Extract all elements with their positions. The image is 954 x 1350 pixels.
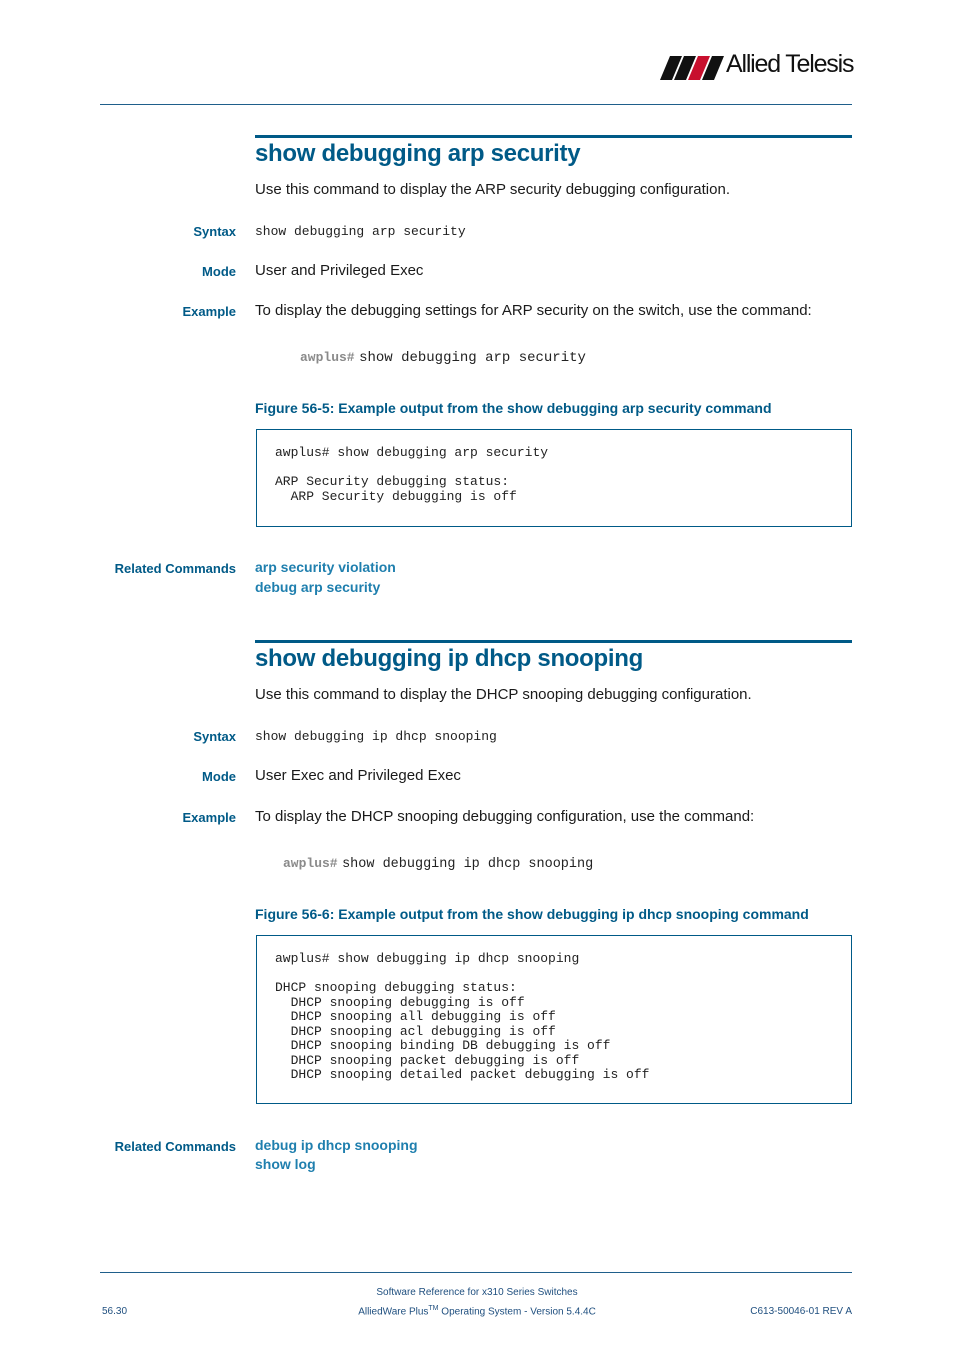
trademark-mark: TM — [428, 1305, 439, 1312]
output-text: awplus# show debugging ip dhcp snooping DHCP snooping debugging status: DHCP snooping debugging is off DHCP snooping all debugging is off DHCP snooping acl debugging is off DHCP snooping binding DB debugging is off DHCP snooping packet debugging is off DHCP snooping detailed packet debugging is off — [275, 951, 650, 1082]
cli-prompt: awplus# — [300, 350, 355, 365]
mode-text: User Exec and Privileged Exec — [255, 767, 461, 784]
syntax-label: Syntax — [193, 224, 236, 239]
related-link-arp-security-violation[interactable]: arp security violation — [255, 559, 396, 575]
allied-telesis-logo-icon — [660, 56, 726, 80]
related-link-show-log[interactable]: show log — [255, 1156, 316, 1172]
example-label: Example — [182, 810, 236, 825]
section-rule — [255, 640, 852, 643]
syntax-command: show debugging arp security — [255, 224, 466, 239]
output-box — [256, 935, 852, 1104]
mode-label: Mode — [202, 769, 236, 784]
related-commands-label: Related Commands — [114, 1139, 236, 1154]
logo-wordmark: Allied Telesis — [726, 50, 854, 78]
footer-rule — [100, 1272, 852, 1273]
example-command-line — [300, 348, 586, 366]
figure-caption: Figure 56-6: Example output from the show debugging ip dhcp snooping command — [255, 906, 809, 922]
syntax-label: Syntax — [193, 729, 236, 744]
section-description: Use this command to display the DHCP snooping debugging configuration. — [255, 686, 752, 703]
mode-text: User and Privileged Exec — [255, 262, 424, 279]
example-text: To display the DHCP snooping debugging configuration, use the command: — [255, 808, 755, 825]
page-number: 56.30 — [102, 1306, 128, 1317]
allied-telesis-logo — [660, 50, 854, 80]
figure-caption: Figure 56-5: Example output from the show debugging arp security command — [255, 400, 772, 416]
section-description: Use this command to display the ARP security debugging configuration. — [255, 181, 730, 198]
section-title: show debugging ip dhcp snooping — [255, 645, 643, 672]
section-title: show debugging arp security — [255, 140, 581, 167]
cli-prompt: awplus# — [283, 856, 338, 871]
output-text: awplus# show debugging arp security ARP Security debugging status: ARP Security debugging is off — [275, 445, 549, 504]
example-command-line — [283, 854, 593, 872]
cli-command: show debugging arp security — [359, 350, 586, 366]
section-rule — [255, 135, 852, 138]
example-text: To display the debugging settings for ARP security on the switch, use the command: — [255, 302, 812, 319]
related-link-debug-arp-security[interactable]: debug arp security — [255, 579, 381, 595]
footer-product: AlliedWare Plus — [358, 1306, 429, 1318]
syntax-command: show debugging ip dhcp snooping — [255, 729, 497, 744]
mode-label: Mode — [202, 264, 236, 279]
footer-os-version: Operating System - Version 5.4.4C — [438, 1306, 596, 1318]
related-link-debug-ip-dhcp-snooping[interactable]: debug ip dhcp snooping — [255, 1137, 418, 1153]
document-id: C613-50046-01 REV A — [750, 1306, 852, 1317]
header-rule — [100, 104, 852, 105]
output-box — [256, 429, 852, 527]
example-label: Example — [182, 304, 236, 319]
related-commands-label: Related Commands — [114, 561, 236, 576]
cli-command: show debugging ip dhcp snooping — [342, 857, 594, 872]
footer-title: Software Reference for x310 Series Switches — [376, 1287, 578, 1298]
